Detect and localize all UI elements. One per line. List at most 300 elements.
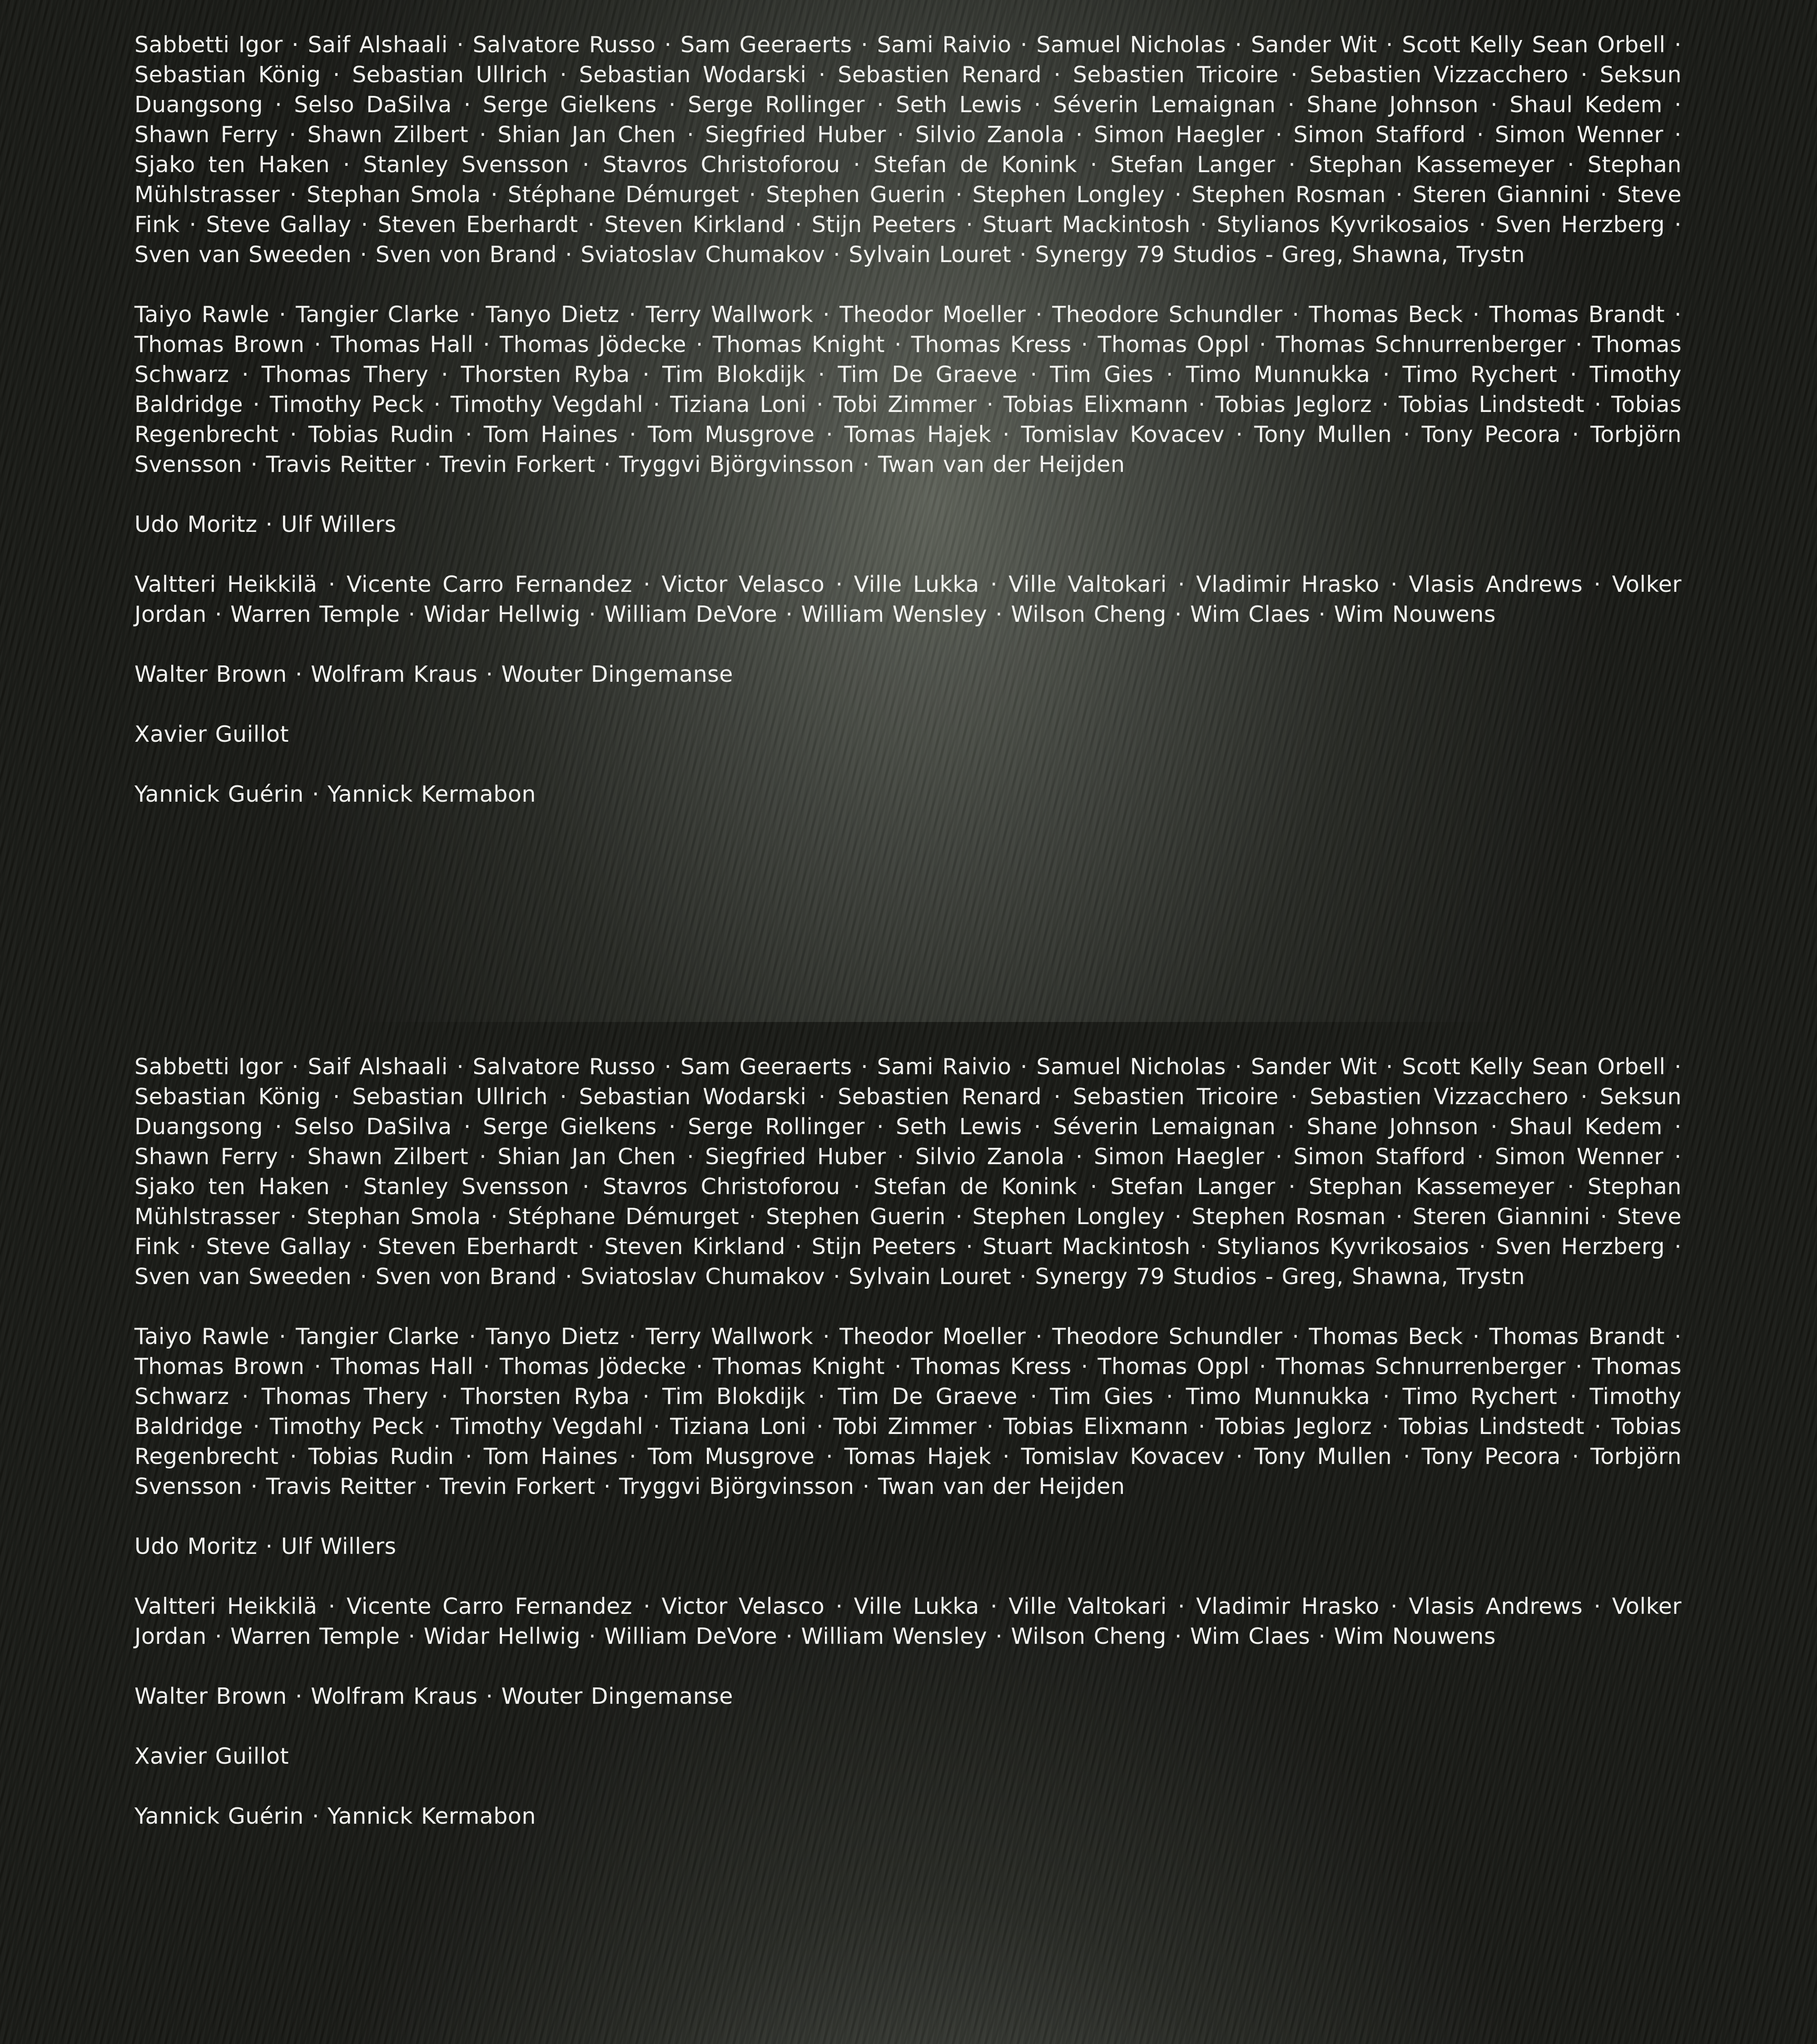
name-separator: · <box>263 92 294 118</box>
name-separator: · <box>1166 601 1191 627</box>
credit-name: Sebastien Renard <box>838 1084 1042 1110</box>
name-separator: · <box>477 1683 501 1709</box>
name-separator: · <box>1554 152 1588 178</box>
credit-name: Taiyo Rawle <box>134 1324 270 1349</box>
name-separator: · <box>1167 1593 1196 1619</box>
credit-name: Timothy Vegdahl <box>451 392 644 417</box>
credits-group-w <box>134 660 1682 690</box>
name-separator: · <box>229 1384 262 1409</box>
name-separator: · <box>1665 1054 1682 1080</box>
credit-name: Tryggvi Björgvinsson <box>619 451 854 477</box>
name-separator: · <box>987 1623 1011 1649</box>
credit-name: Thomas Schnurrenberger <box>1276 1354 1566 1379</box>
credit-name: Tim Blokdijk <box>662 1384 806 1409</box>
name-separator: · <box>206 1623 231 1649</box>
name-separator: · <box>1569 1084 1600 1110</box>
credit-name: Stanley Svensson <box>363 152 570 178</box>
credit-name: Tobias Jeglorz <box>1215 1414 1372 1439</box>
credit-name: Tom Musgrove <box>647 422 815 447</box>
name-separator: · <box>304 332 331 357</box>
name-separator: · <box>243 1414 270 1439</box>
credit-name: Stefan de Konink <box>874 1174 1077 1200</box>
credit-name: Thomas Beck <box>1309 302 1463 327</box>
name-separator: · <box>595 451 619 477</box>
name-separator: · <box>278 1444 308 1469</box>
credit-name: Tom Musgrove <box>647 1444 815 1469</box>
credit-name: Tomas Hajek <box>844 422 992 447</box>
credit-name: Silvio Zanola <box>915 1144 1065 1170</box>
credits-group-y <box>134 779 1682 809</box>
credit-name: Thomas Brandt <box>1489 302 1665 327</box>
credit-name: Simon Haegler <box>1093 122 1265 148</box>
name-separator: · <box>814 1444 844 1469</box>
credit-name: Selso DaSilva <box>294 1114 452 1140</box>
name-separator: · <box>1077 1174 1111 1200</box>
name-separator: · <box>840 1174 874 1200</box>
name-separator: · <box>1557 1384 1590 1409</box>
credit-name: Seksun Duangsong <box>134 1084 1682 1140</box>
credit-name: Sabbetti Igor <box>134 32 283 58</box>
credit-name: Ville Valtokari <box>1008 571 1167 597</box>
credit-name: Walter Brown <box>134 1683 287 1709</box>
name-separator: · <box>1392 1444 1422 1469</box>
credit-name: Vladimir Hrasko <box>1196 1593 1380 1619</box>
credit-name: Theodore Schundler <box>1052 1324 1283 1349</box>
credit-name: Timo Rychert <box>1402 362 1558 387</box>
name-separator: · <box>206 601 231 627</box>
credit-name: Stéphane Démurget <box>507 1204 740 1230</box>
name-separator: · <box>655 32 681 58</box>
credit-name: Vicente Carro Fernandez <box>346 1593 632 1619</box>
name-separator: · <box>578 1234 605 1260</box>
credit-name: Tobias Regenbrecht <box>134 1414 1682 1469</box>
credits-group-t <box>134 300 1682 480</box>
name-separator: · <box>557 242 581 268</box>
name-separator: · <box>481 182 508 208</box>
name-separator: · <box>656 92 688 118</box>
name-separator: · <box>424 392 451 417</box>
credit-name: Serge Rollinger <box>688 1114 865 1140</box>
credit-name: Steren Giannini <box>1412 1204 1591 1230</box>
credit-name: Simon Stafford <box>1293 1144 1466 1170</box>
name-separator: · <box>179 1234 206 1260</box>
credit-name: Valtteri Heikkilä <box>134 1593 318 1619</box>
credits-group-x <box>134 719 1682 749</box>
credit-name: Tobias Rudin <box>308 422 454 447</box>
credit-name: Sebastian König <box>134 62 321 88</box>
credit-name: Sam Geeraerts <box>680 1054 852 1080</box>
name-separator: · <box>676 122 705 148</box>
name-separator: · <box>1153 1384 1186 1409</box>
name-separator: · <box>1663 1144 1682 1170</box>
credit-name: Ville Lukka <box>854 571 979 597</box>
credit-name: Tryggvi Björgvinsson <box>619 1473 854 1499</box>
name-separator: · <box>278 422 308 447</box>
name-separator: · <box>468 1144 498 1170</box>
credit-name: Stuart Mackintosh <box>983 1234 1191 1260</box>
credit-name: Warren Temple <box>230 1623 400 1649</box>
credit-name: Thomas Knight <box>712 1354 885 1379</box>
name-separator: · <box>424 1414 451 1439</box>
credit-name: Sebastian Wodarski <box>579 62 807 88</box>
name-separator: · <box>468 122 498 148</box>
name-separator: · <box>864 1114 896 1140</box>
name-separator: · <box>283 1054 308 1080</box>
name-separator: · <box>1190 212 1217 238</box>
name-separator: · <box>278 122 308 148</box>
credit-name: Wim Claes <box>1190 601 1311 627</box>
credit-name: Sebastian Ullrich <box>352 1084 548 1110</box>
credit-name: Thomas Hall <box>331 1354 474 1379</box>
name-separator: · <box>459 302 486 327</box>
name-separator: · <box>416 451 440 477</box>
credit-name: Tim De Graeve <box>838 362 1018 387</box>
credit-name: Thomas Kress <box>911 332 1072 357</box>
credit-name: Siegfried Huber <box>705 1144 886 1170</box>
name-separator: · <box>1011 1264 1035 1290</box>
credits-group-s <box>134 30 1682 270</box>
credit-name: Seksun Duangsong <box>134 62 1682 118</box>
name-separator: · <box>1664 302 1682 327</box>
credit-name: Xavier Guillot <box>134 721 289 747</box>
name-separator: · <box>1665 212 1682 238</box>
credit-name: Yannick Guérin <box>134 1803 304 1829</box>
credit-name: Saif Alshaali <box>308 32 448 58</box>
credit-name: Udo Moritz <box>134 1533 258 1559</box>
credit-name: William Wensley <box>801 1623 988 1649</box>
name-separator: · <box>352 242 376 268</box>
name-separator: · <box>979 571 1009 597</box>
credit-name: Wim Claes <box>1190 1623 1311 1649</box>
credit-name: Thorsten Ryba <box>461 1384 630 1409</box>
credit-name: Tony Mullen <box>1254 1444 1392 1469</box>
name-separator: · <box>977 392 1004 417</box>
name-separator: · <box>1022 1114 1053 1140</box>
credit-name: Serge Gielkens <box>482 92 657 118</box>
credit-name: Stephen Guerin <box>766 182 946 208</box>
name-separator: · <box>304 1354 331 1379</box>
name-separator: · <box>1560 1444 1591 1469</box>
name-separator: · <box>1278 1084 1310 1110</box>
name-separator: · <box>643 1414 670 1439</box>
credit-name: Scott Kelly Sean Orbell <box>1402 32 1666 58</box>
credit-name: Shawn Ferry <box>134 1144 278 1170</box>
name-separator: · <box>303 1803 328 1829</box>
name-separator: · <box>416 1473 440 1499</box>
credit-name: Shawn Zilbert <box>307 122 469 148</box>
credit-name: Thomas Jödecke <box>500 332 687 357</box>
credit-name: Warren Temple <box>230 601 400 627</box>
credit-name: William DeVore <box>604 1623 778 1649</box>
name-separator: · <box>739 1204 766 1230</box>
name-separator: · <box>1249 332 1276 357</box>
name-separator: · <box>1584 1414 1612 1439</box>
name-separator: · <box>1077 152 1111 178</box>
name-separator: · <box>452 92 483 118</box>
credit-name: Yannick Guérin <box>134 781 304 807</box>
credit-name: Timo Rychert <box>1402 1384 1558 1409</box>
name-separator: · <box>1584 392 1612 417</box>
name-separator: · <box>1379 1593 1409 1619</box>
name-separator: · <box>1011 1054 1037 1080</box>
name-separator: · <box>785 1234 812 1260</box>
name-separator: · <box>1463 302 1489 327</box>
credit-name: Tomas Hajek <box>844 1444 992 1469</box>
name-separator: · <box>655 1054 681 1080</box>
name-separator: · <box>1386 182 1413 208</box>
name-separator: · <box>686 332 713 357</box>
name-separator: · <box>548 1084 579 1110</box>
credit-name: Tobias Elixmann <box>1003 392 1189 417</box>
credit-name: Twan van der Heijden <box>878 451 1125 477</box>
name-separator: · <box>557 1264 581 1290</box>
credit-name: Séverin Lemaignan <box>1052 92 1276 118</box>
credit-name: Shawn Zilbert <box>307 1144 469 1170</box>
credit-name: Ville Valtokari <box>1008 1593 1167 1619</box>
name-separator: · <box>1583 1593 1612 1619</box>
credit-name: Steren Giannini <box>1412 182 1591 208</box>
name-separator: · <box>321 62 352 88</box>
credit-name: Sebastian Ullrich <box>352 62 548 88</box>
credits-group-v <box>134 570 1682 630</box>
name-separator: · <box>825 242 849 268</box>
name-separator: · <box>1275 152 1309 178</box>
credit-name: Shaul Kedem <box>1509 92 1663 118</box>
credit-name: Torbjörn Svensson <box>134 1444 1682 1499</box>
credit-name: Sam Geeraerts <box>680 32 852 58</box>
credit-name: Shawn Ferry <box>134 122 278 148</box>
credit-name: Victor Velasco <box>661 571 825 597</box>
name-separator: · <box>824 1593 854 1619</box>
credits-group-w <box>134 1682 1682 1712</box>
name-separator: · <box>1226 32 1251 58</box>
name-separator: · <box>352 1264 376 1290</box>
credit-name: Tom Haines <box>483 1444 618 1469</box>
name-separator: · <box>1276 1114 1307 1140</box>
credit-name: Sven Herzberg <box>1495 212 1665 238</box>
credit-name: Sebastien Tricoire <box>1072 62 1279 88</box>
name-separator: · <box>805 1384 838 1409</box>
credit-name: Sviatoslav Chumakov <box>581 242 825 268</box>
name-separator: · <box>1377 32 1402 58</box>
name-separator: · <box>1379 571 1409 597</box>
name-separator: · <box>1165 182 1192 208</box>
credit-name: Steve Fink <box>134 182 1682 238</box>
name-separator: · <box>979 1593 1009 1619</box>
credit-name: Sabbetti Igor <box>134 1054 283 1080</box>
name-separator: · <box>632 1593 662 1619</box>
credit-name: William DeVore <box>604 601 778 627</box>
name-separator: · <box>777 601 801 627</box>
credit-name: Sebastien Vizzacchero <box>1310 62 1569 88</box>
name-separator: · <box>330 1174 363 1200</box>
name-separator: · <box>243 392 270 417</box>
name-separator: · <box>330 152 363 178</box>
credit-name: Terry Wallwork <box>645 1324 814 1349</box>
name-separator: · <box>991 422 1021 447</box>
name-separator: · <box>287 661 311 687</box>
name-separator: · <box>1071 1354 1098 1379</box>
name-separator: · <box>739 182 766 208</box>
credit-name: Trevin Forkert <box>439 451 596 477</box>
credit-name: Wilson Cheng <box>1011 601 1167 627</box>
credit-name: Stephen Rosman <box>1191 182 1386 208</box>
credit-name: Seth Lewis <box>896 1114 1022 1140</box>
name-separator: · <box>1275 1174 1309 1200</box>
name-separator: · <box>1011 242 1035 268</box>
name-separator: · <box>1370 1384 1403 1409</box>
credit-name: Theodor Moeller <box>839 302 1026 327</box>
credit-name: Timothy Peck <box>269 392 424 417</box>
credit-name: Stanley Svensson <box>363 1174 570 1200</box>
name-separator: · <box>269 1324 296 1349</box>
credit-name: Tony Pecora <box>1421 422 1561 447</box>
credit-name: Samuel Nicholas <box>1036 32 1226 58</box>
name-separator: · <box>1042 1084 1073 1110</box>
credit-name: Travis Reitter <box>266 1473 416 1499</box>
credit-name: Thomas Brown <box>134 332 305 357</box>
credits-group-u <box>134 1532 1682 1562</box>
credits-group-t <box>134 1322 1682 1502</box>
credits-group-u <box>134 510 1682 540</box>
name-separator: · <box>1064 122 1094 148</box>
credit-name: Stéphane Démurget <box>507 182 740 208</box>
credit-name: Sebastien Tricoire <box>1072 1084 1279 1110</box>
credit-name: Tobi Zimmer <box>833 392 977 417</box>
name-separator: · <box>813 1324 840 1349</box>
credits-list-repeat <box>134 1052 1682 1861</box>
credit-name: Sami Raivio <box>877 1054 1012 1080</box>
name-separator: · <box>854 1473 878 1499</box>
credit-name: Tiziana Loni <box>670 392 807 417</box>
name-separator: · <box>581 601 605 627</box>
credit-name: Volker Jordan <box>134 571 1682 627</box>
credit-name: Shane Johnson <box>1306 1114 1479 1140</box>
credits-group-s <box>134 1052 1682 1292</box>
credit-name: Stephan Mühlstrasser <box>134 1174 1682 1230</box>
credit-name: Sami Raivio <box>877 32 1012 58</box>
name-separator: · <box>1224 1444 1255 1469</box>
credit-name: Wolfram Kraus <box>311 661 478 687</box>
name-separator: · <box>1662 92 1682 118</box>
name-separator: · <box>473 332 500 357</box>
credit-name: Thomas Schnurrenberger <box>1276 332 1566 357</box>
name-separator: · <box>1018 1384 1050 1409</box>
name-separator: · <box>852 1054 877 1080</box>
name-separator: · <box>269 302 296 327</box>
name-separator: · <box>676 1144 705 1170</box>
credit-name: Wolfram Kraus <box>311 1683 478 1709</box>
credit-name: Silvio Zanola <box>915 122 1065 148</box>
credit-name: Stuart Mackintosh <box>983 212 1191 238</box>
name-separator: · <box>1064 1144 1094 1170</box>
credit-name: Terry Wallwork <box>645 302 814 327</box>
name-separator: · <box>1249 1354 1276 1379</box>
name-separator: · <box>1372 1414 1399 1439</box>
name-separator: · <box>825 1264 849 1290</box>
credit-name: Sven von Brand <box>375 1264 557 1290</box>
credit-name: Wim Nouwens <box>1334 1623 1496 1649</box>
credit-name: Selso DaSilva <box>294 92 452 118</box>
credit-name: Thomas Brown <box>134 1354 305 1379</box>
credit-name: Steven Kirkland <box>604 1234 785 1260</box>
name-separator: · <box>1479 1114 1510 1140</box>
credit-name: Ville Lukka <box>854 1593 979 1619</box>
name-separator: · <box>1264 1144 1294 1170</box>
name-separator: · <box>806 1414 834 1439</box>
credit-name: Thomas Brandt <box>1489 1324 1665 1349</box>
name-separator: · <box>242 451 266 477</box>
name-separator: · <box>1026 1324 1052 1349</box>
credit-name: Tobi Zimmer <box>833 1414 977 1439</box>
credit-name: Serge Gielkens <box>482 1114 657 1140</box>
name-separator: · <box>1282 302 1309 327</box>
credit-name: Sander Wit <box>1251 1054 1377 1080</box>
name-separator: · <box>1665 32 1682 58</box>
credit-name: Timo Munnukka <box>1186 1384 1370 1409</box>
name-separator: · <box>987 601 1011 627</box>
name-separator: · <box>321 1084 352 1110</box>
credit-name: Sebastien Vizzacchero <box>1310 1084 1569 1110</box>
credits-group-x <box>134 1741 1682 1771</box>
name-separator: · <box>805 362 838 387</box>
credit-name: Wilson Cheng <box>1011 1623 1167 1649</box>
credit-name: Thomas Knight <box>712 332 885 357</box>
credit-name: Stephen Longley <box>972 182 1165 208</box>
credit-name: Samuel Nicholas <box>1036 1054 1226 1080</box>
name-separator: · <box>473 1354 500 1379</box>
credit-name: Tobias Lindstedt <box>1399 1414 1585 1439</box>
name-separator: · <box>1554 1174 1588 1200</box>
credit-name: Shian Jan Chen <box>497 122 676 148</box>
name-separator: · <box>1469 1234 1496 1260</box>
credit-name: Taiyo Rawle <box>134 302 270 327</box>
credit-name: Udo Moritz <box>134 511 258 537</box>
credit-name: Volker Jordan <box>134 1593 1682 1649</box>
credit-name: Sviatoslav Chumakov <box>581 1264 825 1290</box>
credit-name: Thorsten Ryba <box>461 362 630 387</box>
name-separator: · <box>886 1144 915 1170</box>
name-separator: · <box>1377 1054 1402 1080</box>
credit-name: Timothy Peck <box>269 1414 424 1439</box>
name-separator: · <box>481 1204 508 1230</box>
name-separator: · <box>280 1204 307 1230</box>
name-separator: · <box>257 1533 281 1559</box>
credit-name: Ulf Willers <box>281 1533 397 1559</box>
name-separator: · <box>179 212 206 238</box>
name-separator: · <box>229 362 262 387</box>
name-separator: · <box>317 1593 347 1619</box>
credit-name: Sven van Sweeden <box>134 242 352 268</box>
name-separator: · <box>454 1444 484 1469</box>
credit-name: Shian Jan Chen <box>497 1144 676 1170</box>
credit-name: Stephan Kassemeyer <box>1308 152 1554 178</box>
name-separator: · <box>777 1623 801 1649</box>
name-separator: · <box>806 392 834 417</box>
name-separator: · <box>1224 422 1255 447</box>
credit-name: Séverin Lemaignan <box>1052 1114 1276 1140</box>
credit-name: Vlasis Andrews <box>1409 571 1583 597</box>
name-separator: · <box>578 212 605 238</box>
name-separator: · <box>864 92 896 118</box>
name-separator: · <box>447 32 473 58</box>
credit-name: Shaul Kedem <box>1509 1114 1663 1140</box>
credit-name: Synergy 79 Studios - Greg, Shawna, Trystn <box>1035 242 1525 268</box>
credit-name: Travis Reitter <box>266 451 416 477</box>
credit-name: Widar Hellwig <box>423 601 581 627</box>
credit-name: Stefan Langer <box>1110 1174 1276 1200</box>
name-separator: · <box>454 422 484 447</box>
